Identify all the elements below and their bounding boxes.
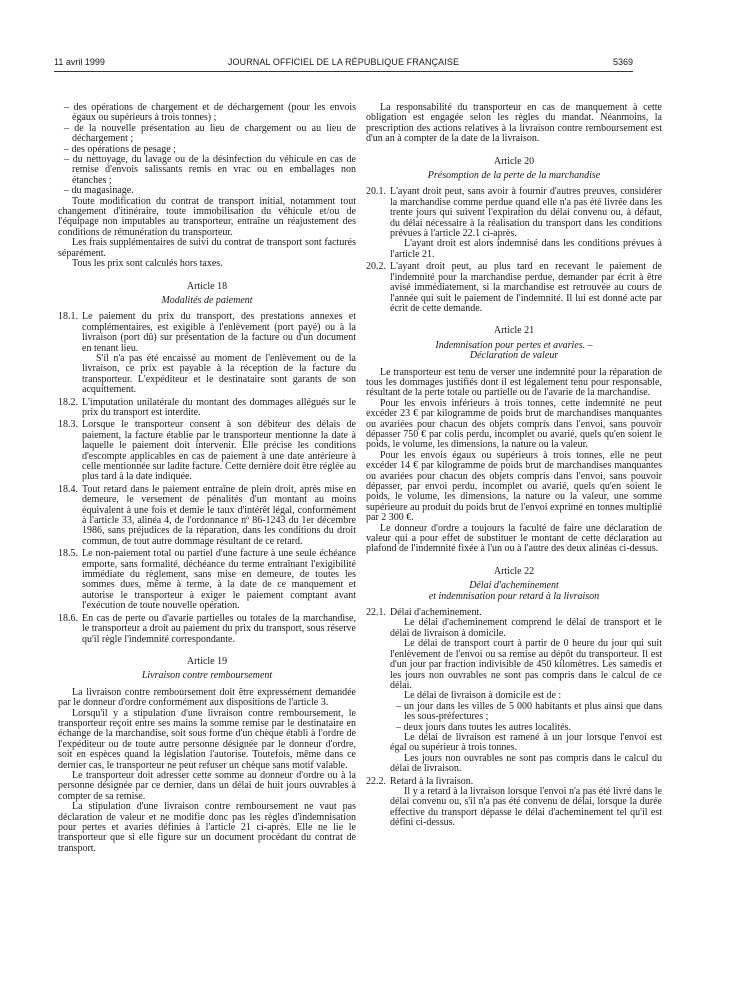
list-item: – du nettoyage, du lavage ou de la désinfection du véhicule en cas de remise d'envois salissants remis en vrac ou en emballages non étanches ; [64,154,356,186]
clause-heading: Retard à la livraison. [390,775,474,787]
article-22-subtitle: Délai d'acheminement [469,580,559,592]
journal-title: JOURNAL OFFICIEL DE LA RÉPUBLIQUE FRANÇAISE [227,57,460,67]
paragraph: Le transporteur doit adresser cette somme au donneur d'ordre ou à la personne désignée par ce dernier, dans un délai de huit jours ouvrables à compter de sa remise. [58,769,356,802]
paragraph: Toute modification du contrat de transport initial, notamment tout changement d'itinéraire, toute immobilisation du véhicule et/ou de l'équipage non imputables au transporteur, entraîne un réajustement des conditions de rémunération du transporteur. [58,195,356,238]
paragraph: La livraison contre remboursement doit être expressément demandée par le donneur d'ordre conformément aux dispositions de l'article 3. [58,686,356,709]
paragraph: Le délai d'acheminement comprend le délai de transport et le délai de livraison à domicile. [390,617,662,639]
clause-text: L'imputation unilatérale du montant des dommages allégués sur le prix du transport est interdite. [82,396,356,418]
page-number: 5369 [612,57,633,67]
clause-number: 18.4. [58,483,78,495]
paragraph: Les jours non ouvrables ne sont pas compris dans le calcul du délai de livraison. [390,752,662,775]
paragraph: Le donneur d'ordre a toujours la faculté de faire une déclaration de valeur qui a pour effet de substituer le montant de cette déclaration au plafond de l'indemnité fixée à l'un ou à l'autre des deux alinéas ci-dessus. [366,522,662,555]
paragraph: Tous les prix sont calculés hors taxes. [72,258,223,270]
paragraph: Les frais supplémentaires de suivi du contrat de transport sont facturés séparément. [58,237,356,259]
right-column [366,103,662,829]
clause-heading: Délai d'acheminement. [390,607,482,619]
clause-number: 20.2. [366,261,386,273]
article-19-subtitle: Livraison contre remboursement [141,670,273,682]
clause-number: 18.3. [58,419,78,431]
article-21-subtitle: Indemnisation pour pertes et avaries. – [435,339,593,351]
article-18-subtitle: Modalités de paiement [161,294,253,306]
paragraph: Le délai de livraison à domicile est de : [404,690,562,702]
clause-text: Tout retard dans le paiement entraîne de plein droit, après mise en demeure, le versement de pénalités d'un montant au moins équivalent à une fois et demie le taux d'intérêt légal, conformément à l'article 33, alinéa 4, de l'ordonnance nº 86-1243 du 1er décembre 1986, sans préjudices de la réparation, dans les conditions du droit commun, de tout autre dommage résultant de ce retard. [82,483,356,547]
clause-18-6 [58,614,356,645]
clause-number: 18.2. [58,396,78,408]
clause-number: 22.1. [366,607,386,619]
clause-number: 18.6. [58,612,78,624]
list-item: – des opérations de chargement et de déchargement (pour les envois égaux ou supérieurs à trois tonnes) ; [64,102,356,124]
paragraph: Le délai de livraison est ramené à un jour lorsque l'envoi est égal ou supérieur à trois tonnes. [390,731,662,754]
paragraph: Le transporteur est tenu de verser une indemnité pour la réparation de tous les dommages justifiés dont il est légalement tenu pour responsable, résultant de la perte totale ou partielle ou de l'avarie de la marchandise. [366,366,662,399]
clause-18-2 [58,398,356,419]
clause-number: 18.1. [58,311,78,323]
paragraph: Pour les envois égaux ou supérieurs à trois tonnes, elle ne peut excéder 14 € par kilogramme de poids brut de marchandises manquantes ou avariées pour chacun des objets compris dans l'envoi, sans pouvoir dépasser, par envoi perdu, incomplet ou avarié, quels qu'en soient le poids, le volume, les dimensions, la nature ou la valeur, une somme supérieure au produit du poids brut de l'envoi exprimé en tonnes multiplié par 2 300 €. [366,449,662,524]
list-item: – de la nouvelle présentation au lieu de chargement ou au lieu de déchargement ; [64,122,356,145]
paragraph: La responsabilité du transporteur en cas de manquement à cette obligation est engagée selon les règles du mandat. Néanmoins, la prescription des actions relatives à la livraison contre remboursement est d'un an à compter de la date de la livraison. [366,102,662,145]
paragraph: Il y a retard à la livraison lorsque l'envoi n'a pas été livré dans le délai convenu ou, s'il n'a pas été convenu de délai, lorsque la durée effective du transport dépasse le délai d'acheminement tel qu'il est défini ci-dessus. [390,785,662,829]
list-item: – du magasinage. [64,185,134,197]
clause-18-3 [58,420,356,482]
paragraph: Lorsqu'il y a stipulation d'une livraison contre remboursement, le transporteur reçoit entre ses mains la somme remise par le destinataire en échange de la marchandise, soit sous forme d'un chèque établi à l'ordre de l'expéditeur ou de toute autre personne désignée par le donneur d'ordre, soit en espèces quand la législation l'autorise. Toutefois, même dans ce dernier cas, le transporteur ne peut refuser un chèque sans motif valable. [58,707,356,771]
clause-20-2 [366,262,662,314]
paragraph: Le délai de transport court à partir de 0 heure du jour qui suit l'enlèvement de l'envoi ou sa remise au dépôt du transporteur. Il est d'un jour par fraction indivisible de 450 kilomètres. Les samedis et les jours non ouvrables ne sont pas compris dans le calcul de ce délai. [390,638,662,691]
clause-text: S'il n'a pas été encaissé au moment de l'enlèvement ou de la livraison, ce prix est payable à la réception de la facture du transporteur. L'expéditeur et le destinataire sont garants de son acquittement. [82,352,356,396]
left-column [58,103,356,854]
list-item: – un jour dans les villes de 5 000 habitants et plus ainsi que dans les sous-préfectures ; [396,700,662,723]
paragraph: La stipulation d'une livraison contre remboursement ne vaut pas déclaration de valeur et ne modifie donc pas les règles d'indemnisation pour pertes et avaries définies à l'article 21 ci-après. Elle ne lie le transporteur que si elle figure sur un document procédant du contrat de transport. [58,801,356,854]
clause-number: 20.1. [366,186,386,198]
header-rule [54,71,633,72]
header-date: 11 avril 1999 [54,57,105,67]
article-21-title: Article 21 [493,325,535,337]
clause-18-5 [58,549,356,611]
clause-18-1 [58,312,356,395]
clause-text: Le non-paiement total ou partiel d'une facture à une seule échéance emporte, sans formalité, déchéance du terme entraînant l'exigibilité immédiate du règlement, sans mise en demeure, de toutes les sommes dues, même à terme, à la date de ce manquement et autorise le transporteur à exiger le paiement comptant avant l'exécution de toute nouvelle opération. [82,548,356,612]
paragraph: Pour les envois inférieurs à trois tonnes, cette indemnité ne peut excéder 23 € par kilogramme de poids brut de marchandises manquantes ou avariées pour chacun des objets compris dans l'envoi, sans pouvoir dépasser 750 € par colis perdu, incomplet ou avarié, quels qu'en soient le poids, le volume, les dimensions, la nature ou la valeur. [366,397,662,451]
clause-text: Le paiement du prix du transport, des prestations annexes et complémentaires, est exigible à l'enlèvement (port payé) ou à la livraison (port dû) sur présentation de la facture ou d'un document en tenant lieu. [82,311,356,354]
article-22-subtitle-2: et indemnisation pour retard à la livraison [428,590,600,602]
clause-number: 22.2. [366,775,386,787]
article-22-title: Article 22 [493,565,535,577]
clause-text: L'ayant droit peut, au plus tard en recevant le paiement de l'indemnité pour la marchandise perdue, demander par écrit à être avisé immédiatement, si la marchandise est retrouvée au cours de l'année qui suit le paiement de l'indemnité. Il lui est donné acte par écrit de cette demande. [390,261,662,314]
article-19-title: Article 19 [186,655,228,667]
clause-text: Lorsque le transporteur consent à son débiteur des délais de paiement, la facture établie par le transporteur mentionne la date à laquelle le paiement doit intervenir. Elle précise les conditions d'escompte applicables en cas de paiement à une date antérieure à celle mentionnée sur ladite facture. Cette dernière doit être réglée au plus tard à la date indiquée. [82,419,356,483]
clause-number: 18.5. [58,548,78,560]
clause-text: L'ayant droit peut, sans avoir à fournir d'autres preuves, considérer la marchandise comme perdue quand elle n'a pas été livrée dans les trente jours qui suivent l'expiration du délai convenu ou, à défaut, du délai nécessaire à la réalisation du transport dans les conditions prévues à l'article 22.1 ci-après. [390,186,662,240]
clause-20-1 [366,187,662,260]
clause-text: En cas de perte ou d'avarie partielles ou totales de la marchandise, le transporteur a droit au paiement du prix du transport, sous réserve qu'il règle l'indemnité correspondante. [82,612,356,645]
page-header [54,55,633,71]
article-20-subtitle: Présomption de la perte de la marchandise [427,170,601,182]
list-item: – des opérations de pesage ; [64,143,176,155]
article-18-title: Article 18 [186,280,228,292]
article-20-title: Article 20 [493,155,535,167]
clause-text: L'ayant droit est alors indemnisé dans les conditions prévues à l'article 21. [390,238,662,260]
article-21-subtitle-2: Déclaration de valeur [469,350,559,362]
clause-18-4 [58,485,356,547]
list-item: – deux jours dans toutes les autres localités. [396,721,571,733]
